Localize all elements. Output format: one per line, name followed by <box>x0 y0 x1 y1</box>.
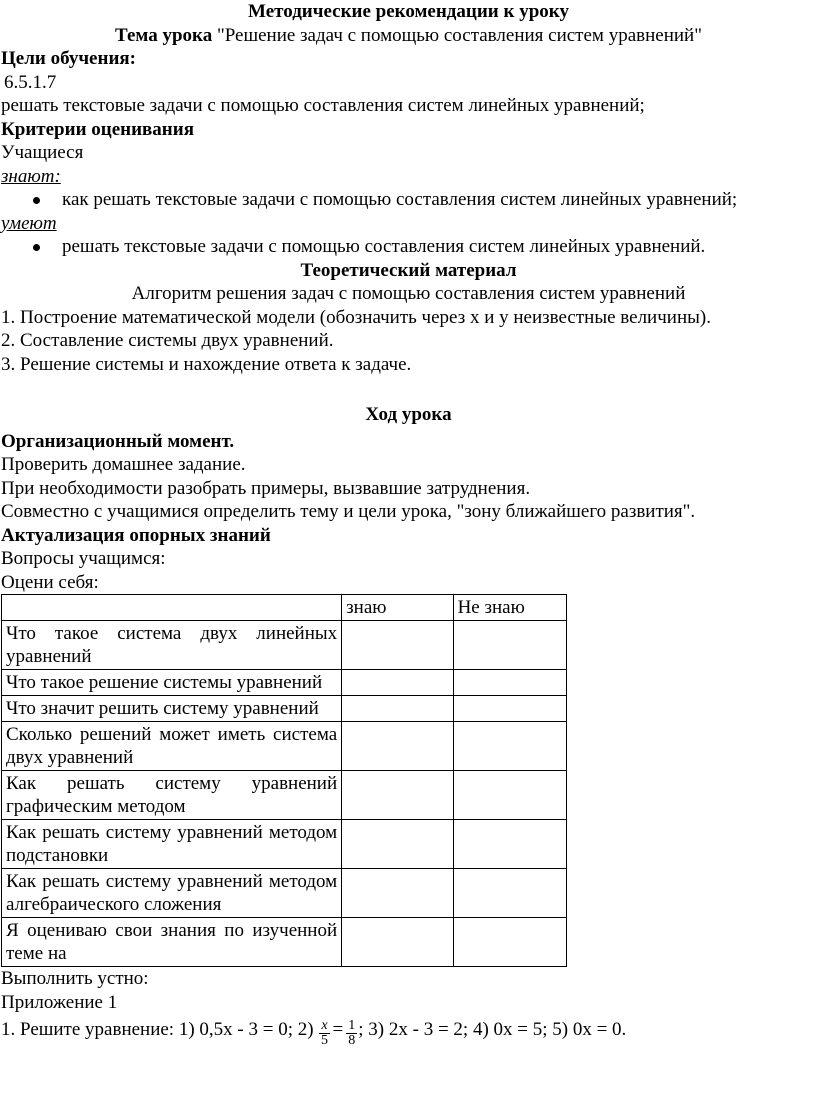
know-cell[interactable] <box>342 696 453 722</box>
lesson-topic <box>0 24 816 48</box>
table-row <box>2 918 567 967</box>
table-row <box>2 820 567 869</box>
goals-code: 6.5.1.7 <box>4 71 57 93</box>
org-line: Проверить домашнее задание. <box>1 454 246 475</box>
task-start: 1. Решите уравнение: 1) 0,5х - 3 = 0; 2) <box>1 1019 319 1040</box>
table-header-dont-know: Не знаю <box>453 595 566 621</box>
questions-label: Вопросы учащимся: <box>1 548 166 569</box>
fraction-numerator: x <box>321 1018 328 1033</box>
table-row <box>2 670 567 696</box>
know-cell[interactable] <box>342 820 453 869</box>
topic-value: "Решение задач с помощью составления систем уравнений" <box>216 24 702 46</box>
fraction-x-over-5 <box>319 1019 329 1048</box>
dont-know-cell[interactable] <box>453 621 566 670</box>
dont-know-cell[interactable] <box>453 918 566 967</box>
dont-know-cell[interactable] <box>453 820 566 869</box>
theory-heading: Теоретический материал <box>300 259 517 281</box>
self-assessment-table <box>1 594 567 967</box>
fraction-numerator: 1 <box>348 1018 356 1033</box>
bullet-icon <box>33 244 40 251</box>
theory-step: 1. Построение математической модели (обозначить через х и у неизвестные величины). <box>1 306 711 328</box>
task-end: ; 3) 2х - 3 = 2; 4) 0х = 5; 5) 0х = 0. <box>358 1019 627 1040</box>
criteria-know-item <box>0 188 816 212</box>
know-cell[interactable] <box>342 869 453 918</box>
oral-task <box>0 1018 816 1048</box>
table-row <box>2 869 567 918</box>
topic-label: Тема урока <box>115 24 217 46</box>
can-item-text: решать текстовые задачи с помощью составления систем линейных уравнений. <box>62 236 706 257</box>
criteria-can-item <box>0 235 816 259</box>
question-cell: Сколько решений может иметь система двух уравнений <box>2 722 342 771</box>
know-item-text: как решать текстовые задачи с помощью составления систем линейных уравнений; <box>62 189 738 210</box>
table-row <box>2 696 567 722</box>
equals-sign: = <box>332 1019 344 1040</box>
dont-know-cell[interactable] <box>453 696 566 722</box>
dont-know-cell[interactable] <box>453 670 566 696</box>
org-heading: Организационный момент. <box>1 430 235 452</box>
lesson-heading: Ход урока <box>365 404 452 425</box>
fraction-denominator: 8 <box>348 1033 356 1048</box>
actual-heading: Актуализация опорных знаний <box>1 524 271 546</box>
goals-heading: Цели обучения: <box>1 48 136 69</box>
fraction-1-over-8 <box>346 1019 357 1048</box>
know-cell[interactable] <box>342 771 453 820</box>
table-row <box>2 771 567 820</box>
theory-subheading: Алгоритм решения задач с помощью составления систем уравнений <box>131 283 686 304</box>
table-row <box>2 722 567 771</box>
self-assess-label: Оцени себя: <box>1 571 99 593</box>
bullet-icon <box>33 197 40 204</box>
org-line: При необходимости разобрать примеры, вызвавшие затруднения. <box>1 477 531 499</box>
org-line: Совместно с учащимися определить тему и цели урока, "зону ближайшего развития". <box>1 501 696 522</box>
table-row <box>2 621 567 670</box>
criteria-know-label: знают: <box>1 165 61 187</box>
criteria-heading: Критерии оценивания <box>1 118 194 140</box>
know-cell[interactable] <box>342 722 453 771</box>
know-cell[interactable] <box>342 621 453 670</box>
question-cell: Что такое система двух линейных уравнений <box>2 621 342 670</box>
theory-step: 3. Решение системы и нахождение ответа к задаче. <box>1 353 412 375</box>
question-cell: Как решать систему уравнений графическим методом <box>2 771 342 820</box>
dont-know-cell[interactable] <box>453 722 566 771</box>
dont-know-cell[interactable] <box>453 869 566 918</box>
criteria-students: Учащиеся <box>1 142 84 163</box>
spacer <box>0 376 816 399</box>
fraction-denominator: 5 <box>320 1033 328 1048</box>
question-cell: Что такое решение системы уравнений <box>2 670 342 696</box>
goals-text: решать текстовые задачи с помощью составления систем линейных уравнений; <box>1 95 645 116</box>
know-cell[interactable] <box>342 918 453 967</box>
table-header-row <box>2 595 567 621</box>
oral-label: Выполнить устно: <box>1 968 149 989</box>
table-header-cell <box>2 595 342 621</box>
theory-step: 2. Составление системы двух уравнений. <box>1 330 334 351</box>
question-cell: Что значит решить систему уравнений <box>2 696 342 722</box>
criteria-can-label: умеют <box>1 212 57 234</box>
question-cell: Как решать систему уравнений методом подстановки <box>2 820 342 869</box>
know-cell[interactable] <box>342 670 453 696</box>
dont-know-cell[interactable] <box>453 771 566 820</box>
appendix-label: Приложение 1 <box>1 991 118 1013</box>
table-header-know: знаю <box>342 595 453 621</box>
question-cell: Я оцениваю свои знания по изученной теме на <box>2 918 342 967</box>
question-cell: Как решать систему уравнений методом алгебраического сложения <box>2 869 342 918</box>
document-title: Методические рекомендации к уроку <box>248 1 569 22</box>
